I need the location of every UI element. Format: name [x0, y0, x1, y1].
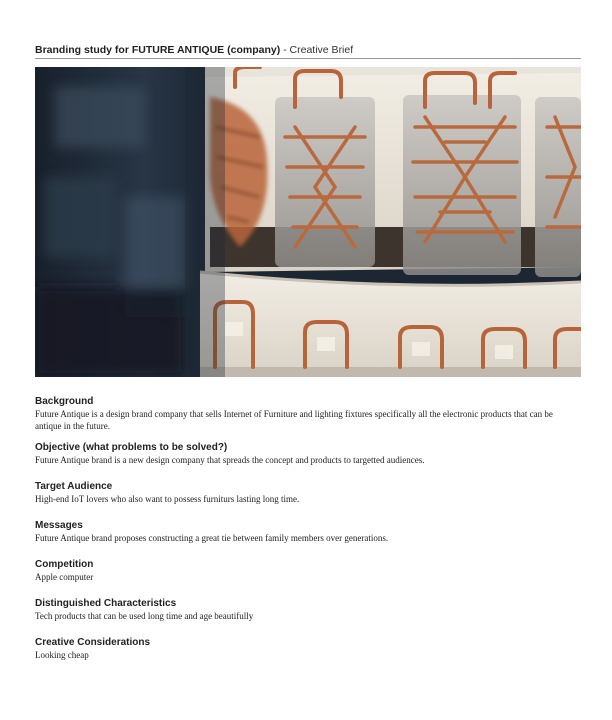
- section-body: Looking cheap: [35, 650, 89, 660]
- title-divider: [35, 58, 581, 59]
- section-body: Future Antique brand proposes constructing a great tie between family members over generations.: [35, 533, 389, 543]
- section-messages: [35, 519, 581, 544]
- section-heading: Messages: [35, 520, 83, 531]
- title-main: Branding study for FUTURE ANTIQUE (company): [35, 44, 281, 56]
- section-distinguished-characteristics: [35, 597, 581, 622]
- section-creative-considerations: [35, 636, 581, 661]
- section-heading: Competition: [35, 559, 94, 570]
- section-heading: Objective (what problems to be solved?): [35, 442, 228, 453]
- section-target-audience: [35, 480, 581, 505]
- title-subtitle: Creative Brief: [289, 44, 354, 56]
- section-body: Apple computer: [35, 572, 94, 582]
- section-objective: [35, 441, 581, 466]
- brief-sections: [35, 395, 581, 670]
- copper-lamp-photo-icon: [35, 67, 581, 377]
- section-heading: Distinguished Characteristics: [35, 598, 177, 609]
- section-competition: [35, 558, 581, 583]
- section-heading: Background: [35, 396, 94, 407]
- section-heading: Target Audience: [35, 481, 113, 492]
- document-title: [35, 44, 581, 57]
- section-body: High-end IoT lovers who also want to possess furniturs lasting long time.: [35, 494, 300, 504]
- section-heading: Creative Considerations: [35, 637, 151, 648]
- hero-photo: [35, 67, 581, 377]
- section-body: Future Antique is a design brand company that sells Internet of Furniture and lighting fixtures specifically all the electronic products that can be antique in the future.: [35, 409, 553, 431]
- title-separator: -: [280, 44, 290, 56]
- section-body: Future Antique brand is a new design company that spreads the concept and products to targetted audiences.: [35, 455, 425, 465]
- section-body: Tech products that can be used long time and age beautifully: [35, 611, 254, 621]
- section-background: [35, 395, 581, 432]
